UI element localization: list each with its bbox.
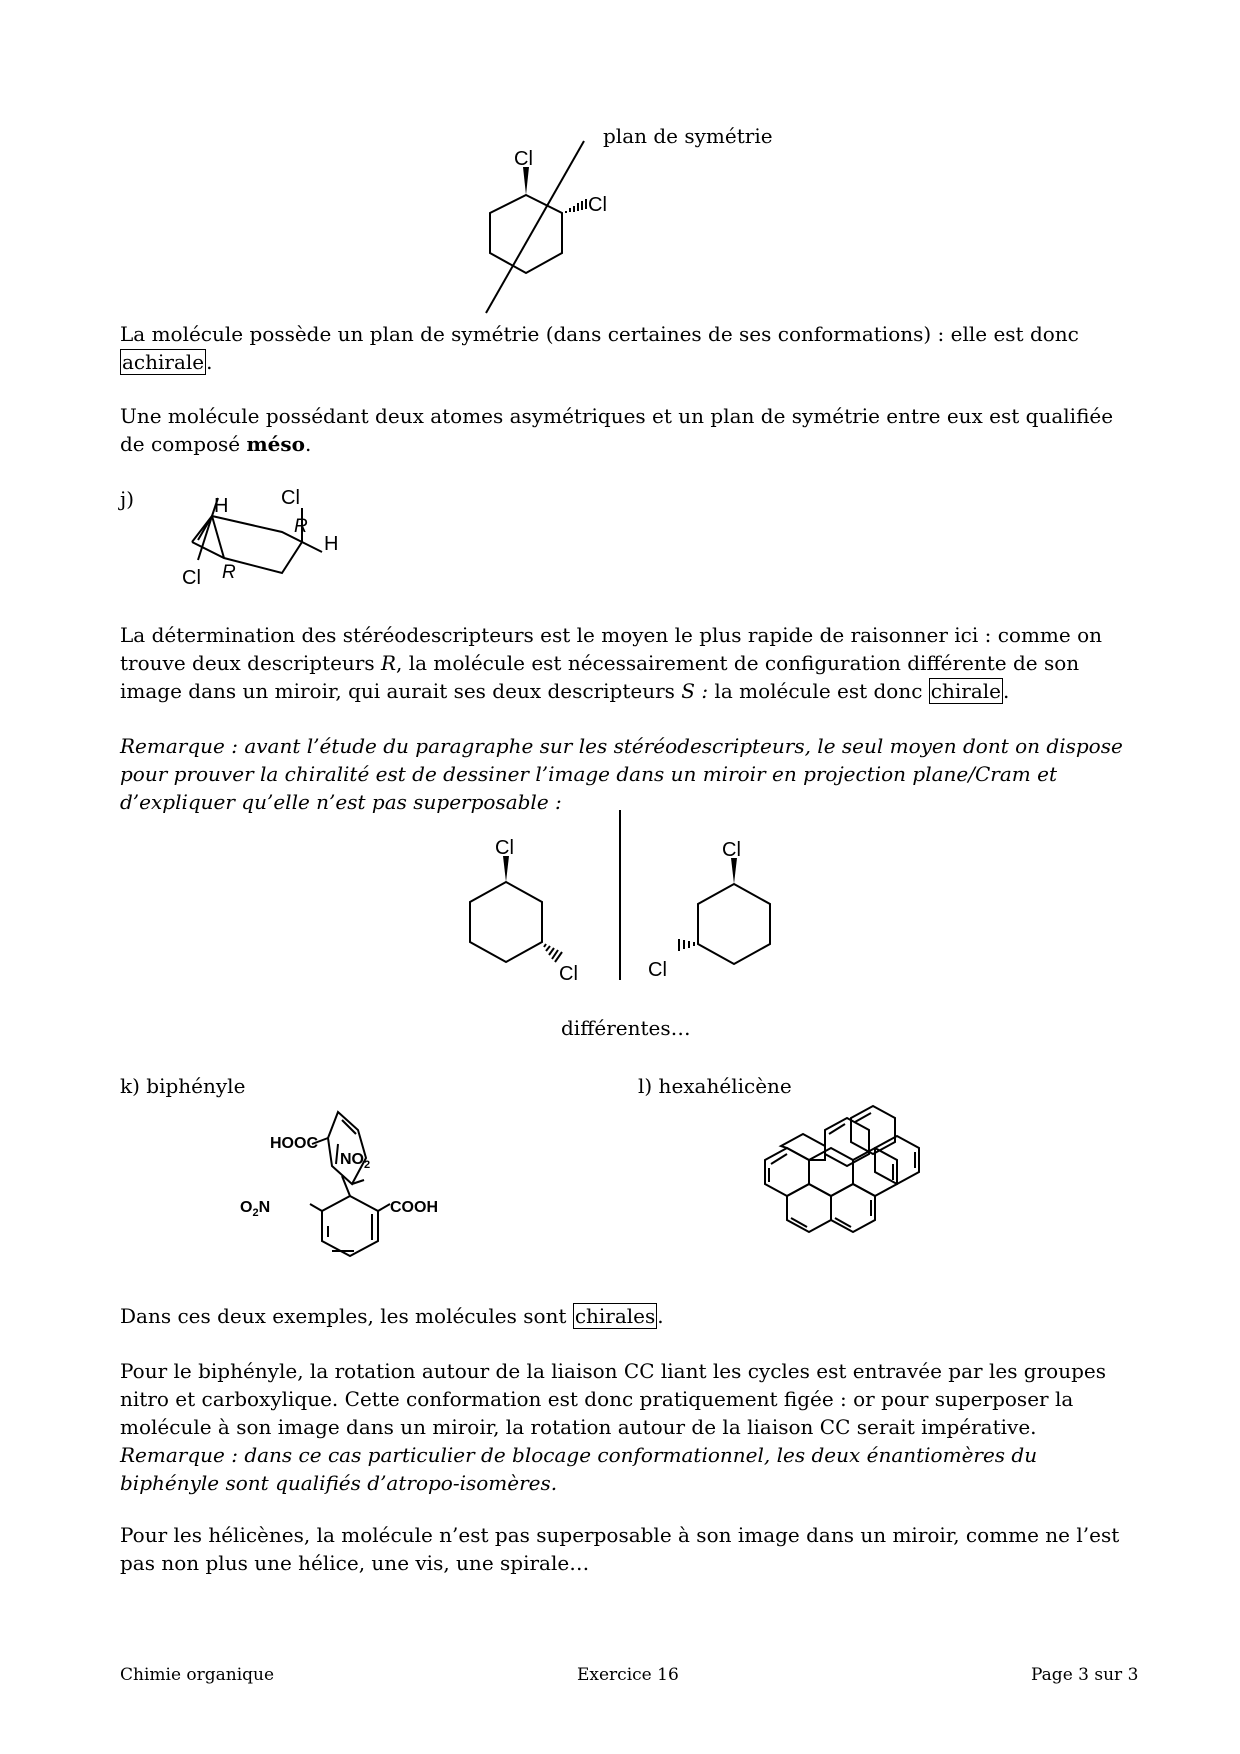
mirror-caption: différentes… (561, 1016, 691, 1040)
footer-page-number: Page 3 sur 3 (1031, 1665, 1139, 1685)
chlorine-label: Cl (182, 567, 201, 589)
symmetry-plane-line (486, 141, 584, 313)
nitro-label: $O_2N$ (240, 1199, 271, 1219)
answer-chirales: chirales (574, 1304, 656, 1328)
remark-mirror: Remarque : avant l’étude du paragraphe sur les stéréodescripteurs, le seul moyen dont on dispose pour prouver la chiralité est de dessiner l’image dans un miroir en projection plane/Cram et d’expliquer qu’elle n’est pas superposable : (120, 734, 1123, 814)
chlorine-label: Cl (588, 194, 607, 216)
chair-cyclohexane-j-figure (170, 480, 390, 600)
left-molecule (470, 837, 578, 985)
wedge-bond (523, 167, 529, 195)
right-molecule (648, 839, 770, 981)
item-label-l: l) hexahélicène (638, 1074, 792, 1098)
remark-atropisomers: Remarque : dans ce cas particulier de blocage conformationnel, les deux énantiomères du biphényle sont qualifiés d’atropo-isomères. (120, 1443, 1038, 1495)
chlorine-label: Cl (281, 487, 300, 509)
symmetry-plane-caption: plan de symétrie (603, 124, 773, 148)
cyclohexane-ring (490, 195, 562, 273)
dichlorocyclohexane-symmetry-figure (470, 135, 670, 335)
nitro-label: $NO_2$ (340, 1151, 371, 1171)
chlorine-label: Cl (722, 839, 741, 861)
stereodescriptor-label: R (222, 562, 236, 583)
paragraph-biphenyl: Pour le biphényle, la rotation autour de la liaison CC liant les cycles est entravée par les groupes nitro et carboxylique. Cette conformation est donc pratiquement figée : or pour superposer la molécule à son image dans un miroir, la rotation autour de la liaison CC serait impérative. (120, 1359, 1106, 1439)
term-meso: méso (246, 432, 306, 456)
paragraph-chirales: Dans ces deux exemples, les molécules sont chirales . (120, 1304, 664, 1328)
paragraph-meso: Une molécule possédant deux atomes asymétriques et un plan de symétrie entre eux est qualifiée de composé méso. (120, 404, 1114, 456)
paragraph-achiral: La molécule possède un plan de symétrie (dans certaines de ses conformations) : elle est donc achirale . (120, 322, 1079, 374)
item-label-j: j) (120, 487, 135, 511)
hash-bond (566, 199, 586, 213)
chlorine-label: Cl (648, 959, 667, 981)
biphenyl-figure (240, 1100, 470, 1270)
stereodescriptor-label: R (294, 516, 308, 537)
item-label-k: k) biphényle (120, 1074, 246, 1098)
hydrogen-label: H (214, 495, 229, 517)
hexahelicene-figure (745, 1110, 945, 1250)
hydrogen-label: H (324, 533, 339, 555)
answer-chirale: chirale (930, 679, 1001, 703)
paragraph-descriptors: La détermination des stéréodescripteurs est le moyen le plus rapide de raisonner ici : comme on trouve deux descripteurs R, la molécule est nécessairement de configuration différente de son image dans un miroir, qui aurait ses deux descripteurs S : la molécule est donc chirale . (120, 623, 1103, 703)
carboxyl-label: COOH (390, 1199, 438, 1216)
chlorine-label: Cl (514, 148, 533, 170)
chlorine-label: Cl (495, 837, 514, 859)
mirror-image-figure (440, 810, 800, 1010)
paragraph-helicenes: Pour les hélicènes, la molécule n’est pas superposable à son image dans un miroir, comme ne l’est pas non plus une hélice, une vis, une spirale… (120, 1523, 1120, 1575)
carboxyl-label: HOOC (270, 1135, 318, 1152)
upper-ring (328, 1112, 366, 1184)
chlorine-label: Cl (559, 963, 578, 985)
footer-center: Exercice 16 (577, 1665, 679, 1685)
answer-achirale: achirale (122, 350, 205, 374)
lower-ring (322, 1196, 378, 1256)
footer-left: Chimie organique (120, 1665, 275, 1685)
